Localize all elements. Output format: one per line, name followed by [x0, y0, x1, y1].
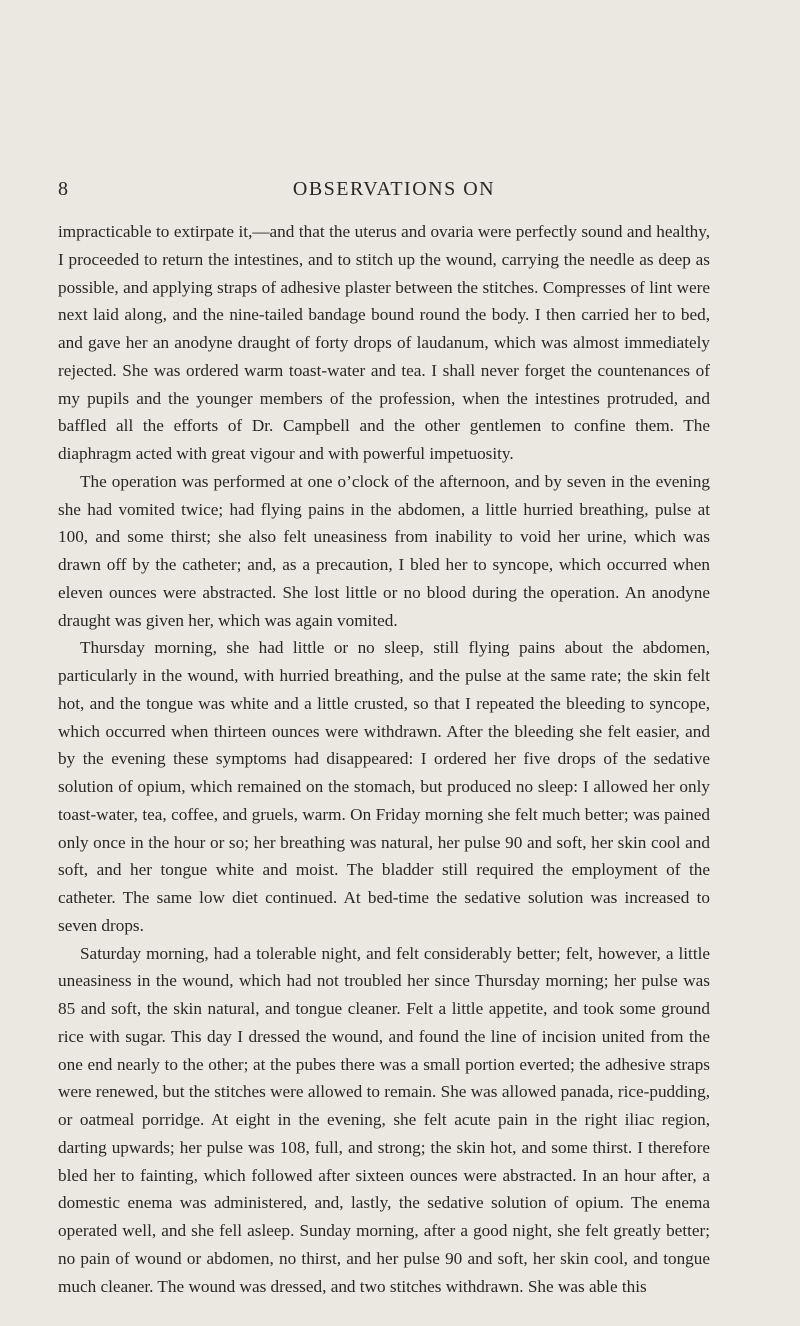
paragraph: The operation was performed at one o’clock of the afternoon, and by seven in the evening she had vomited twice; had flying pains in the abdomen, a little hurried breathing, pulse at 100, and some thirst; she also felt uneasiness from inability to void her urine, which was drawn off by the catheter; and, as a precaution, I bled her to syncope, which occurred when eleven ounces were abstracted. She lost little or no blood during the operation. An anodyne draught was given her, which was again vomited.: [58, 471, 710, 630]
body-text: [58, 218, 710, 1300]
paragraph: Saturday morning, had a tolerable night, and felt considerably better; felt, however, a little uneasiness in the wound, which had not troubled her since Thursday morning; her pulse was 85 and soft, the skin natural, and tongue cleaner. Felt a little appetite, and took some ground rice with sugar. This day I dressed the wound, and found the line of incision united from the one end nearly to the other; at the pubes there was a small portion everted; the adhesive straps were renewed, but the stitches were allowed to remain. She was allowed panada, rice-pudding, or oatmeal porridge. At eight in the evening, she felt acute pain in the right iliac region, darting upwards; her pulse was 108, full, and strong; the skin hot, and some thirst. I therefore bled her to fainting, which followed after sixteen ounces were abstracted. In an hour after, a domestic enema was administered, and, lastly, the sedative solution of opium. The enema operated well, and she fell asleep. Sunday morning, after a good night, she felt greatly better; no pain of wound or abdomen, no thirst, and her pulse 90 and soft, her skin cool, and tongue much cleaner. The wound was dressed, and two stitches withdrawn. She was able this: [58, 943, 710, 1296]
paragraph-continued: impracticable to extirpate it,—and that the uterus and ovaria were perfectly sound and healthy, I proceeded to return the intestines, and to stitch up the wound, carrying the needle as deep as possible, and applying straps of adhesive plaster between the stitches. Compresses of lint were next laid along, and the nine-tailed bandage bound round the body. I then carried her to bed, and gave her an anodyne draught of forty drops of laudanum, which was almost immediately rejected. She was ordered warm toast-water and tea. I shall never forget the countenances of my pupils and the younger members of the profession, when the intestines protruded, and baffled all the efforts of Dr. Campbell and the other gentlemen to confine them. The diaphragm acted with great vigour and with powerful impetuosity.: [58, 222, 710, 463]
page-number: 8: [58, 178, 70, 200]
page-header: [58, 178, 730, 204]
running-head: OBSERVATIONS ON: [292, 178, 496, 200]
paragraph: Thursday morning, she had little or no sleep, still flying pains about the abdomen, particularly in the wound, with hurried breathing, and the pulse at the same rate; the skin felt hot, and the tongue was white and a little crusted, so that I repeated the bleeding to syncope, which occurred when thirteen ounces were withdrawn. After the bleeding she felt easier, and by the evening these symptoms had disappeared: I ordered her five drops of the sedative solution of opium, which remained on the stomach, but produced no sleep: I allowed her only toast-water, tea, coffee, and gruels, warm. On Friday morning she felt much better; was pained only once in the hour or so; her breathing was natural, her pulse 90 and soft, her skin cool and soft, and her tongue white and moist. The bladder still required the employment of the catheter. The same low diet continued. At bed-time the sedative solution was increased to seven drops.: [58, 638, 710, 935]
